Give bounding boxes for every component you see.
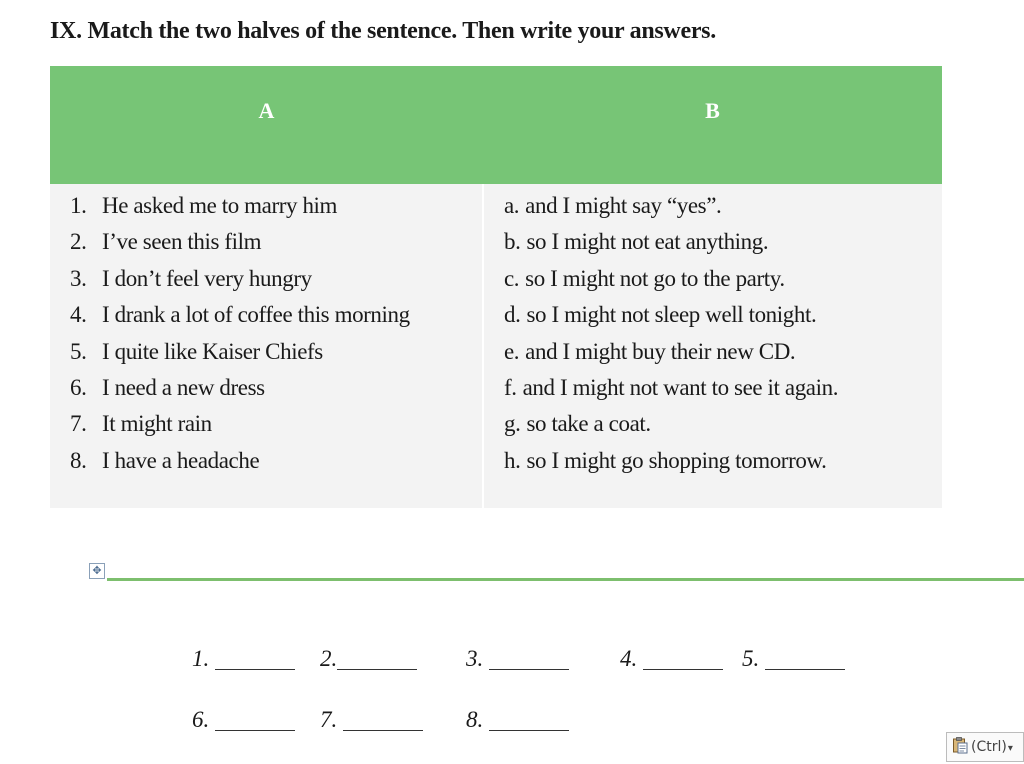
answer-blank[interactable] xyxy=(765,647,845,670)
item-letter: g. xyxy=(504,411,521,437)
answer-slot-3[interactable] xyxy=(466,646,569,672)
column-b-list xyxy=(504,192,838,483)
column-b-cell xyxy=(484,184,942,508)
answer-label: 2. xyxy=(320,646,338,671)
paste-options-label: (Ctrl) xyxy=(971,739,1007,755)
sentence-half: It might rain xyxy=(102,411,212,437)
sentence-half: and I might say “yes”. xyxy=(525,193,722,218)
list-item xyxy=(70,447,410,483)
answer-blank[interactable] xyxy=(215,647,295,670)
list-item xyxy=(504,338,838,374)
list-item xyxy=(70,301,410,337)
answer-label: 4. xyxy=(620,646,638,671)
answer-slot-4[interactable] xyxy=(620,646,723,672)
item-number: 6. xyxy=(70,374,87,400)
item-letter: c. xyxy=(504,265,520,291)
answer-slot-5[interactable] xyxy=(742,646,845,672)
sentence-half: and I might buy their new CD. xyxy=(525,338,796,364)
list-item xyxy=(504,301,838,337)
table-body xyxy=(50,184,942,508)
answer-label: 5. xyxy=(742,646,760,671)
item-letter: b. xyxy=(504,229,521,255)
list-item xyxy=(70,265,410,301)
answer-blank[interactable] xyxy=(489,647,569,670)
sentence-half: so I might not eat anything. xyxy=(526,229,769,255)
answer-slot-1[interactable] xyxy=(192,646,295,672)
sentence-half: and I might not want to see it again. xyxy=(522,374,839,400)
answer-slot-8[interactable] xyxy=(466,707,569,733)
item-number: 2. xyxy=(70,229,87,255)
item-number: 4. xyxy=(70,302,87,328)
item-number: 1. xyxy=(70,193,87,218)
table-header-row xyxy=(50,66,942,184)
list-item xyxy=(504,265,838,301)
answer-blank[interactable] xyxy=(343,708,423,731)
answer-slot-7[interactable] xyxy=(320,707,423,733)
answer-label: 1. xyxy=(192,646,210,671)
list-item xyxy=(70,410,410,446)
answer-blank[interactable] xyxy=(337,647,417,670)
sentence-half: so take a coat. xyxy=(526,411,651,437)
sentence-half: I’ve seen this film xyxy=(102,229,262,255)
sentence-half: so I might go shopping tomorrow. xyxy=(526,447,827,473)
item-number: 5. xyxy=(70,338,87,364)
item-letter: d. xyxy=(504,302,521,328)
item-number: 8. xyxy=(70,447,87,473)
divider-line xyxy=(107,578,1024,581)
clipboard-icon xyxy=(952,736,968,754)
sentence-half: He asked me to marry him xyxy=(102,193,338,218)
column-a-header: A xyxy=(258,98,275,123)
sentence-half: I quite like Kaiser Chiefs xyxy=(102,338,323,364)
column-a-cell xyxy=(50,184,482,508)
match-table xyxy=(50,66,942,508)
answer-blank[interactable] xyxy=(215,708,295,731)
sentence-half: I drank a lot of coffee this morning xyxy=(102,302,410,328)
list-item xyxy=(504,228,838,264)
sentence-half: I need a new dress xyxy=(102,374,265,400)
answer-slot-6[interactable] xyxy=(192,707,295,733)
item-number: 3. xyxy=(70,265,87,291)
paste-options-button[interactable] xyxy=(946,732,1024,762)
answer-label: 7. xyxy=(320,707,338,732)
answer-blank[interactable] xyxy=(643,647,723,670)
list-item xyxy=(504,192,838,228)
sentence-half: so I might not sleep well tonight. xyxy=(526,302,817,328)
item-letter: a. xyxy=(504,193,520,218)
table-move-handle-icon[interactable]: ✥ xyxy=(89,563,105,579)
item-letter: h. xyxy=(504,447,521,473)
item-letter: f. xyxy=(504,374,517,400)
list-item xyxy=(70,374,410,410)
column-b-header: B xyxy=(705,98,720,123)
sentence-half: I don’t feel very hungry xyxy=(102,265,312,291)
item-letter: e. xyxy=(504,338,520,364)
sentence-half: I have a headache xyxy=(102,447,260,473)
answer-label: 8. xyxy=(466,707,484,732)
list-item xyxy=(504,447,838,483)
answer-slot-2[interactable] xyxy=(320,646,417,672)
list-item xyxy=(504,374,838,410)
chevron-down-icon: ▾ xyxy=(1007,743,1013,754)
list-item xyxy=(70,192,410,228)
exercise-heading: IX. Match the two halves of the sentence. Then write your answers. xyxy=(50,18,716,44)
list-item xyxy=(70,338,410,374)
list-item xyxy=(70,228,410,264)
answer-label: 3. xyxy=(466,646,484,671)
item-number: 7. xyxy=(70,411,87,437)
column-a-list xyxy=(70,192,410,483)
sentence-half: so I might not go to the party. xyxy=(525,265,785,291)
answer-label: 6. xyxy=(192,707,210,732)
answer-blank[interactable] xyxy=(489,708,569,731)
list-item xyxy=(504,410,838,446)
